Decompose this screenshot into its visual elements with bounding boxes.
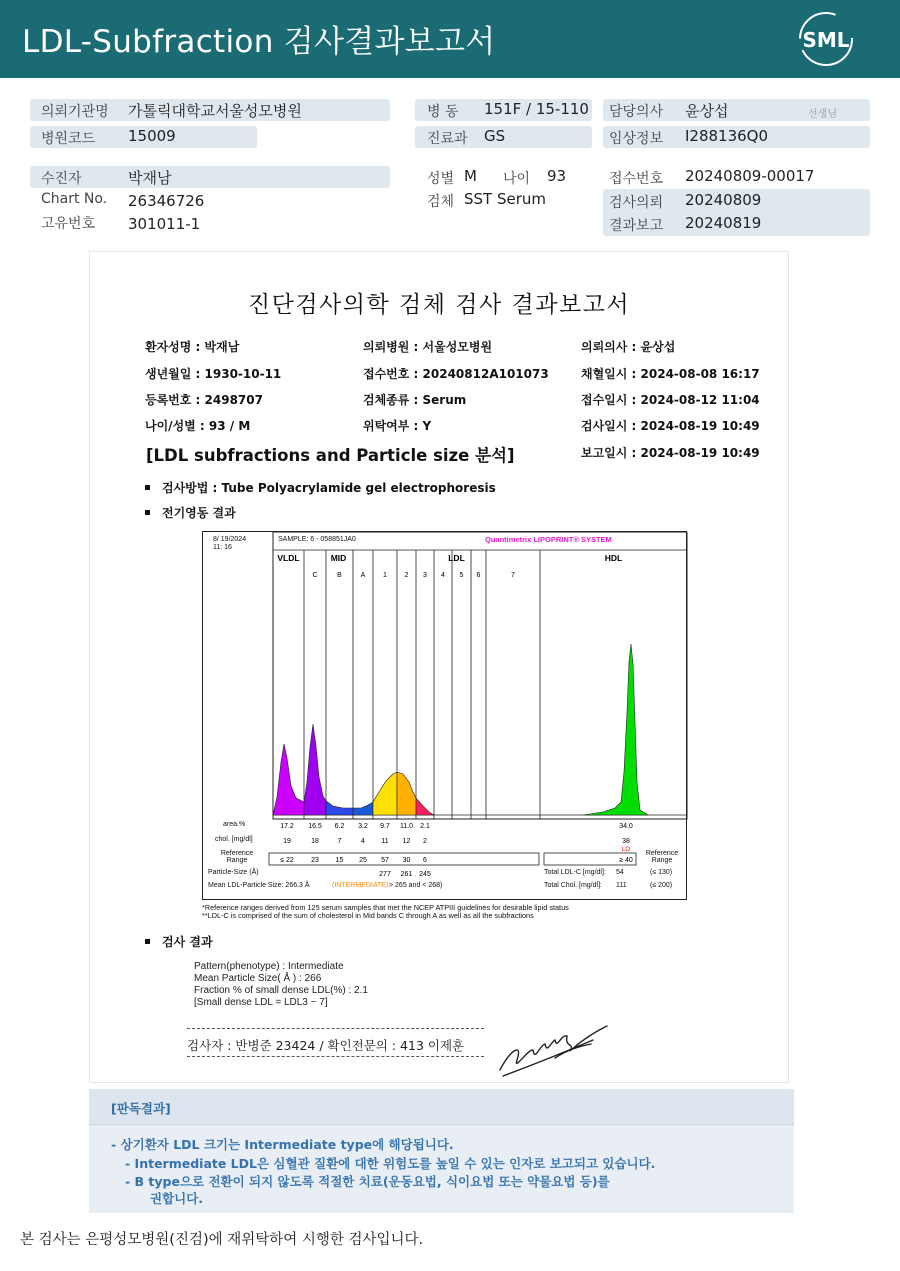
report-field: 보고일시 : 2024-08-19 10:49 xyxy=(581,446,760,460)
chart-note-2: **LDL-C is comprised of the sum of cholesterol in Mid bands C through A as well as all the subfractions xyxy=(202,911,534,920)
interpretation-line: - 상기환자 LDL 크기는 Intermediate type에 해당됩니다. xyxy=(111,1137,454,1152)
footer-note: 본 검사는 은평성모병원(진검)에 재위탁하여 시행한 검사입니다. xyxy=(20,1232,424,1248)
unique-no-label: 고유번호 xyxy=(41,216,96,232)
patient-label: 수진자 xyxy=(41,171,82,187)
area-value: 3.2 xyxy=(358,823,368,830)
area-value: 11.0 xyxy=(399,823,414,830)
patient-row-bg xyxy=(30,166,390,188)
reference-value: 57 xyxy=(381,857,389,864)
doctor-value: 윤상섭 xyxy=(685,102,729,120)
logo-text: SML xyxy=(802,28,850,52)
reference-value: 30 xyxy=(402,857,411,864)
report-header xyxy=(0,0,900,78)
report-field: 나이/성별 : 93 / M xyxy=(145,419,251,433)
reference-value: ≥ 40 xyxy=(619,857,633,864)
row-label-area: area.% xyxy=(223,821,246,828)
total-chol-label: Total Chol. [mg/dl]: xyxy=(544,882,602,889)
interpretation-box xyxy=(89,1089,794,1213)
band-label: 5 xyxy=(459,572,464,579)
area-value: 9.7 xyxy=(380,823,390,830)
band-label: A xyxy=(360,572,366,579)
divider xyxy=(187,1028,484,1029)
reference-value: 15 xyxy=(335,857,344,864)
ward-value: 151F / 15-110 xyxy=(484,100,589,118)
embedded-report xyxy=(89,251,789,1083)
reference-value: 25 xyxy=(359,857,367,864)
receipt-label: 접수번호 xyxy=(609,171,664,187)
mid-b-peak xyxy=(326,801,353,815)
clinical-value: I288136Q0 xyxy=(685,127,769,145)
band-label: 2 xyxy=(404,572,409,579)
divider xyxy=(187,1056,484,1057)
group-label: HDL xyxy=(604,553,623,563)
age-value: 93 xyxy=(547,167,567,185)
chart-no-value: 26346726 xyxy=(128,192,205,210)
particle-size-label: Particle-Size (Å) xyxy=(208,869,259,876)
chart-time: 11: 16 xyxy=(213,544,232,551)
receipt-value: 20240809-00017 xyxy=(685,167,815,185)
report-date-label: 결과보고 xyxy=(609,218,664,234)
group-label: MID xyxy=(330,553,347,563)
ldl3-peak xyxy=(416,798,434,815)
chol-value: 19 xyxy=(283,838,291,845)
clinical-label: 임상정보 xyxy=(609,131,664,147)
result-pattern: Pattern(phenotype) : Intermediate xyxy=(194,961,344,972)
particle-size-value: 245 xyxy=(419,871,431,878)
area-value: 16.5 xyxy=(308,823,322,830)
chart-plot xyxy=(203,532,688,901)
chol-value: 38 xyxy=(622,838,630,845)
chol-value: 2 xyxy=(423,838,427,845)
ward-label: 병 동 xyxy=(427,104,459,120)
report-field: 접수일시 : 2024-08-12 11:04 xyxy=(581,393,760,407)
row-label-reference: Reference Range xyxy=(220,850,254,864)
chart-date: 8/ 19/2024 xyxy=(213,536,247,543)
dept-value: GS xyxy=(484,127,506,145)
hospital-code-label: 병원코드 xyxy=(41,131,96,147)
group-label: LDL xyxy=(448,553,465,563)
mid-c-peak xyxy=(304,724,326,815)
area-value: 6.2 xyxy=(334,823,345,830)
particle-size-value: 261 xyxy=(400,871,413,878)
reference-value: 23 xyxy=(311,857,319,864)
particle-size-value: 277 xyxy=(379,871,391,878)
doctor-suffix: 선생님 xyxy=(808,109,837,120)
request-date-label: 검사의뢰 xyxy=(609,195,664,211)
chol-value: 12 xyxy=(402,838,411,845)
sex-value: M xyxy=(464,167,477,185)
total-ldl-value: 54 xyxy=(616,869,624,876)
band-label: 3 xyxy=(423,572,427,579)
total-ldl-label: Total LDL-C [mg/dl]: xyxy=(544,869,606,876)
hospital-code-value: 15009 xyxy=(128,127,176,145)
specimen-value: SST Serum xyxy=(464,190,547,208)
report-field: 검체종류 : Serum xyxy=(363,393,467,407)
row-label-reference-right: Reference Range xyxy=(645,850,679,864)
ldl2-peak xyxy=(397,772,416,815)
chol-value: 4 xyxy=(361,838,365,845)
chart-system: Quantimetrix LIPOPRINT® SYSTEM xyxy=(485,535,612,544)
area-value: 17.2 xyxy=(280,823,294,830)
age-label: 나이 xyxy=(503,171,531,187)
report-field: 접수번호 : 20240812A101073 xyxy=(363,367,549,381)
request-date-value: 20240809 xyxy=(685,191,762,209)
report-field: 채혈일시 : 2024-08-08 16:17 xyxy=(581,367,760,381)
report-field: 검사일시 : 2024-08-19 10:49 xyxy=(581,419,760,433)
mean-size-range: > 265 and < 268) xyxy=(389,882,443,889)
mean-size-class: (INTERMEDIATE) xyxy=(332,882,389,889)
band-label: 1 xyxy=(383,572,387,579)
org-label: 의뢰기관명 xyxy=(41,104,109,120)
chart-no-label: Chart No. xyxy=(41,191,108,207)
band-label: C xyxy=(312,572,318,579)
signature-line: 검사자 : 반병준 23424 / 확인전문의 : 413 이제훈 xyxy=(187,1038,465,1053)
interpretation-line: - Intermediate LDL은 심혈관 질환에 대한 위험도를 높일 수 있는 인자로 보고되고 있습니다. xyxy=(125,1156,656,1171)
hdl-peak xyxy=(583,644,648,815)
org-value: 가톨릭대학교서울성모병원 xyxy=(128,102,302,120)
reference-value: ≤ 22 xyxy=(280,857,294,864)
vldl-peak xyxy=(273,744,304,815)
interpretation-header xyxy=(89,1089,794,1125)
result-heading: 검사 결과 xyxy=(145,933,213,950)
chol-value: 18 xyxy=(311,838,319,845)
report-title: 진단검사의학 검체 검사 결과보고서 xyxy=(247,292,631,318)
ldl1-peak xyxy=(373,772,397,815)
report-field: 환자성명 : 박재남 xyxy=(145,340,240,354)
report-field: 의뢰병원 : 서울성모병원 xyxy=(363,340,493,354)
row-label-chol: chol. [mg/dl] xyxy=(215,836,253,843)
report-field: 의뢰의사 : 윤상섭 xyxy=(581,340,676,354)
sex-label: 성별 xyxy=(427,171,455,187)
reference-value: 6 xyxy=(423,857,427,864)
patient-value: 박재남 xyxy=(128,169,172,187)
group-label: VLDL xyxy=(277,553,300,563)
chart-note-1: *Reference ranges derived from 125 serum samples that met the NCEP ATPIII guidelines for desirable lipid status xyxy=(202,903,569,912)
mid-a-peak xyxy=(353,802,373,815)
page-title: LDL-Subfraction 검사결과보고서 xyxy=(22,24,496,60)
report-field: 생년월일 : 1930-10-11 xyxy=(145,367,282,381)
band-label: 7 xyxy=(511,572,515,579)
band-label: B xyxy=(337,572,342,579)
result-mean-size: Mean Particle Size( Å ) : 266 xyxy=(194,973,322,984)
section-title: [LDL subfractions and Particle size 분석] xyxy=(146,446,515,465)
method-line: 검사방법 : Tube Polyacrylamide gel electrophoresis xyxy=(145,479,496,496)
chart-sample: SAMPLE: 6 - 058851JA0 xyxy=(278,536,356,543)
hdl-flag: LO xyxy=(621,847,631,853)
total-ldl-ref: (≤ 130) xyxy=(650,869,673,876)
chol-value: 7 xyxy=(337,838,342,845)
chol-value: 11 xyxy=(381,838,389,845)
unique-no-value: 301011-1 xyxy=(128,215,201,233)
interpretation-title: [판독결과] xyxy=(111,1101,171,1116)
doctor-label: 담당의사 xyxy=(609,104,664,120)
mean-size-label: Mean LDL-Particle Size: 266.3 Å xyxy=(208,882,310,889)
lipoprint-chart xyxy=(202,531,687,900)
area-value: 34.0 xyxy=(619,823,633,830)
area-value: 2.1 xyxy=(420,823,430,830)
report-field: 등록번호 : 2498707 xyxy=(145,393,263,407)
total-chol-value: 111 xyxy=(616,882,627,889)
total-chol-ref: (≤ 200) xyxy=(650,882,673,889)
specimen-label: 검체 xyxy=(427,194,455,210)
interpretation-line: 권합니다. xyxy=(150,1191,204,1206)
electrophoresis-heading: 전기영동 결과 xyxy=(145,504,236,521)
handwritten-signature xyxy=(495,1020,615,1080)
result-definition: [Small dense LDL = LDL3 ~ 7] xyxy=(194,997,328,1008)
report-field: 위탁여부 : Y xyxy=(363,419,432,433)
band-label: 4 xyxy=(441,572,445,579)
interpretation-line: - B type으로 전환이 되지 않도록 적절한 치료(운동요법, 식이요법 또는 약물요법 등)를 xyxy=(125,1174,610,1189)
result-fraction: Fraction % of small dense LDL(%) : 2.1 xyxy=(194,985,368,996)
band-label: 6 xyxy=(476,572,481,579)
sml-logo xyxy=(797,10,855,68)
report-date-value: 20240819 xyxy=(685,214,762,232)
dept-label: 진료과 xyxy=(427,131,468,147)
